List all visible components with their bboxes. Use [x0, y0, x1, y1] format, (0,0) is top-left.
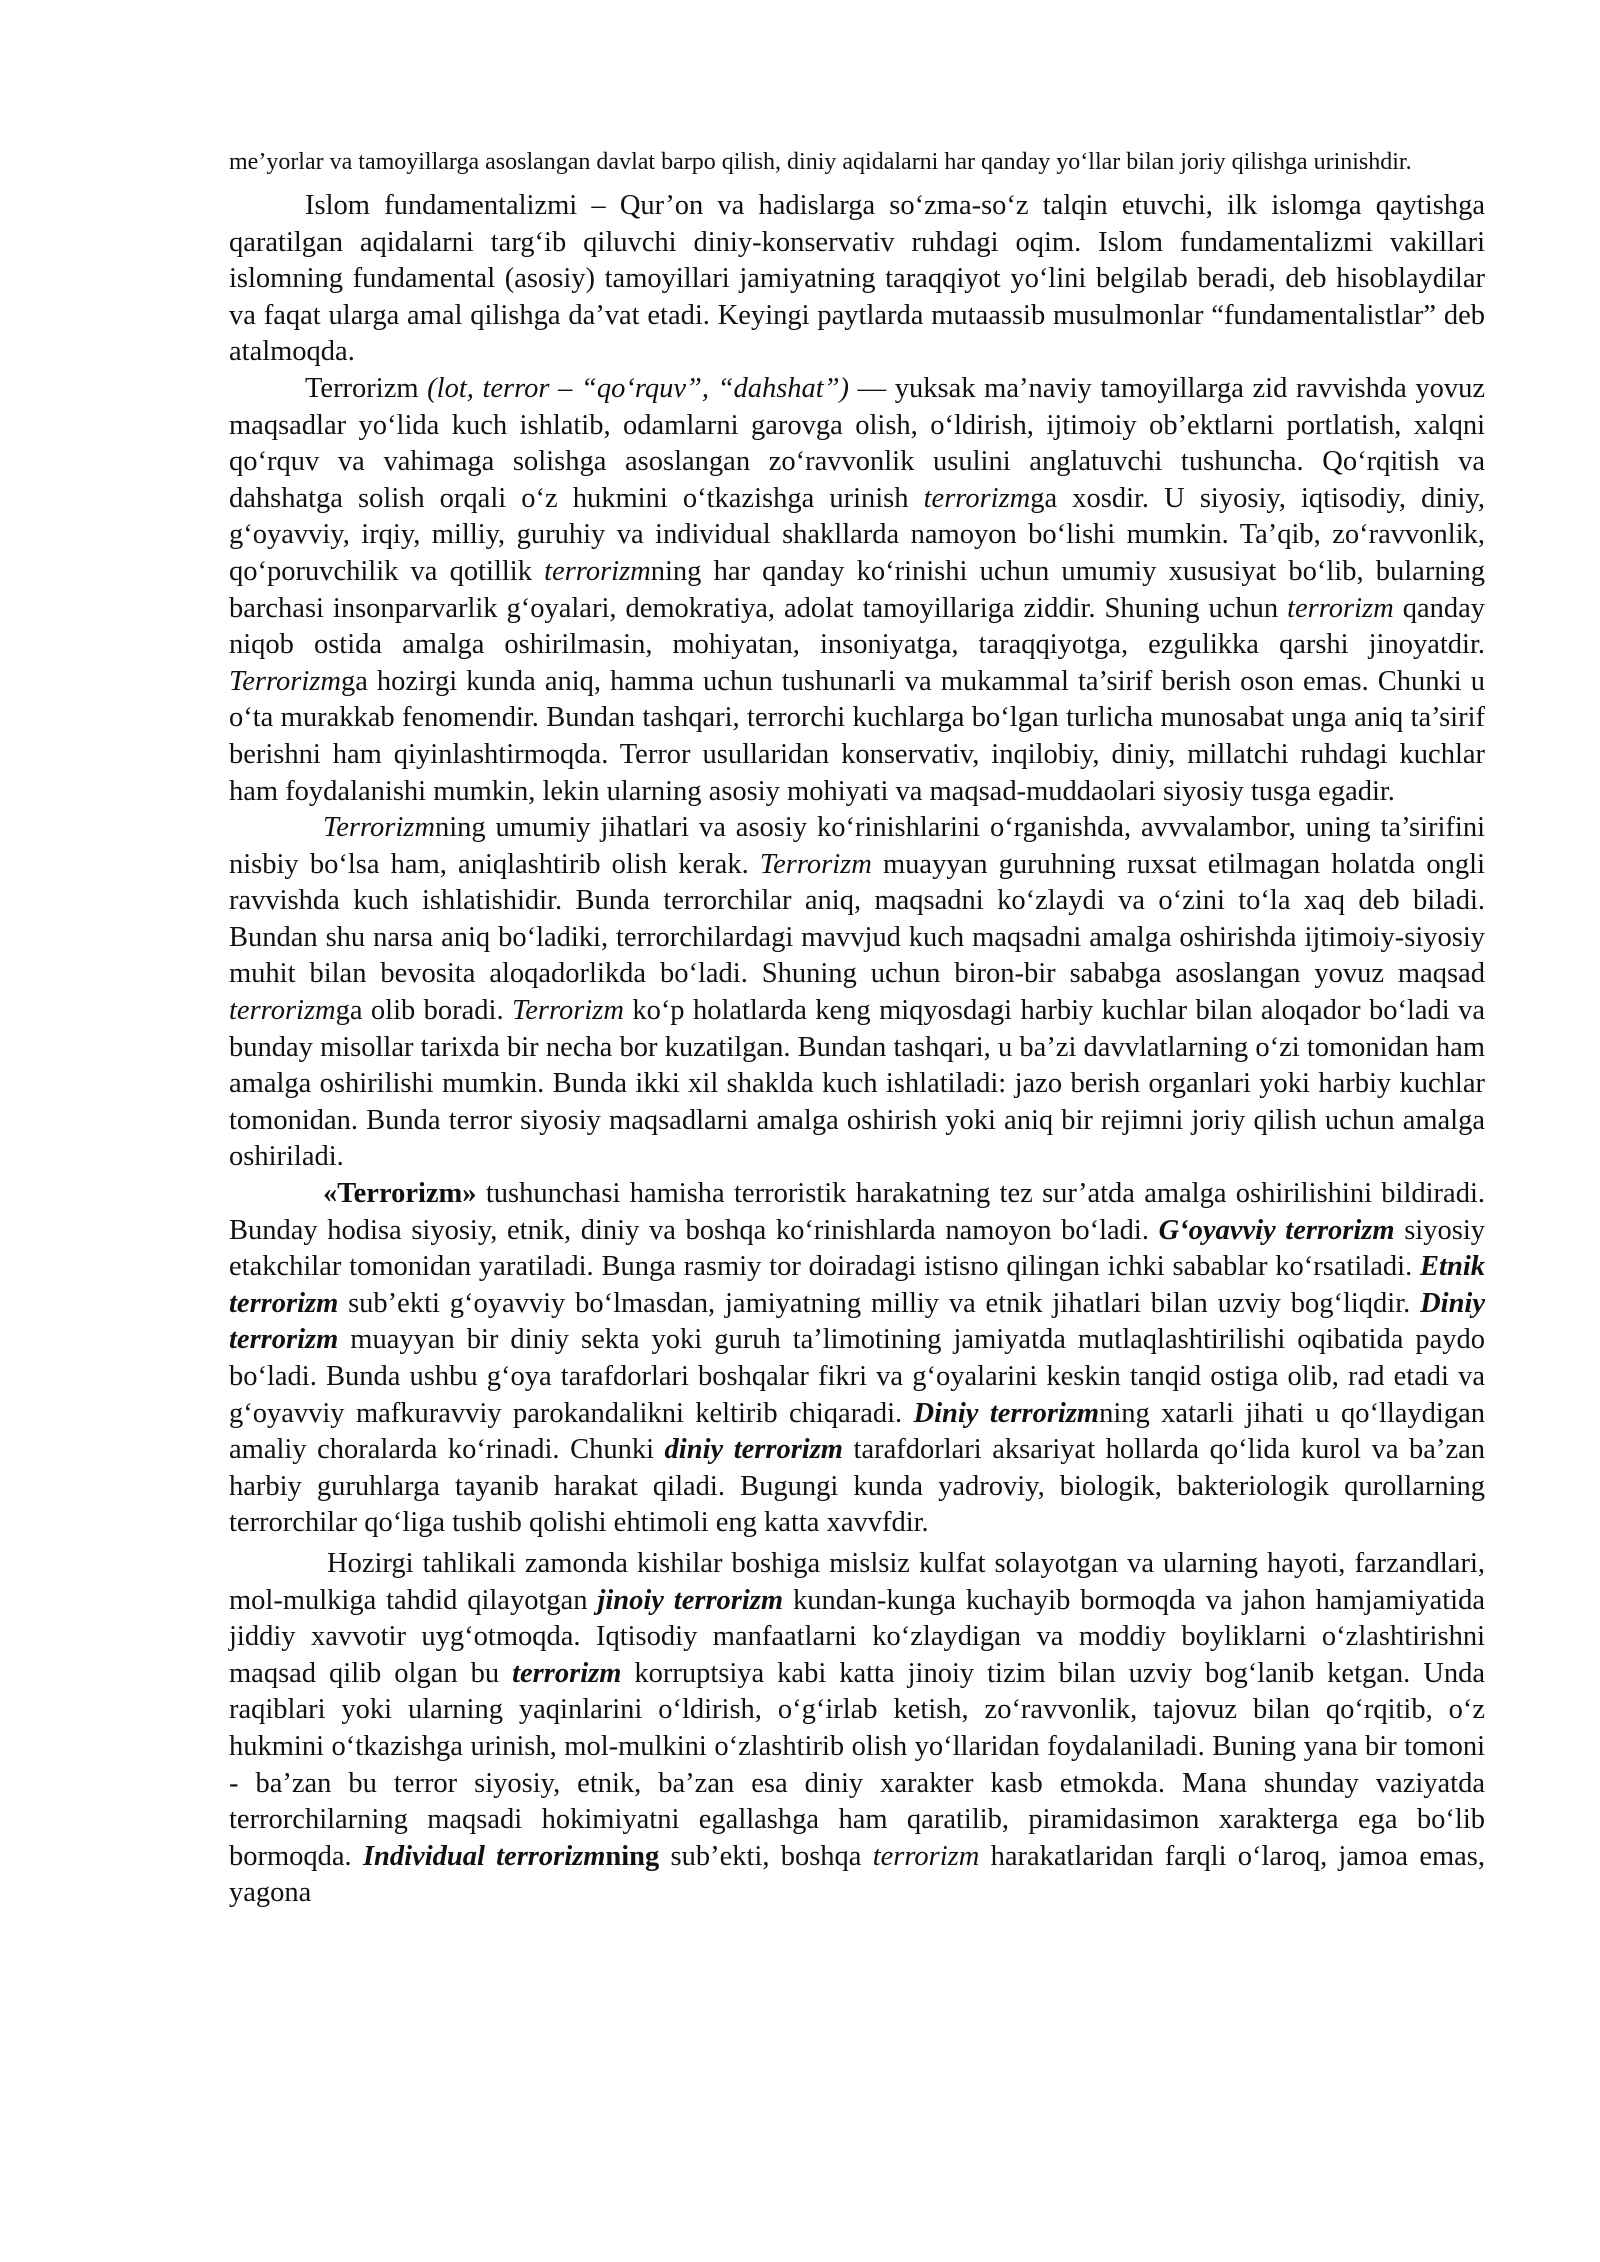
term-italic: Terrorizm [229, 665, 341, 697]
term-bold: «Terrorizm» [323, 1178, 477, 1210]
text-segment: kundan-kunga kuchayib bormoqda va jahon hamjamiyatida jiddiy xavvotir uyg‘otmoqda. Iqtisodiy manfaatlarni ko‘zlaydigan va moddiy boyliklarni o‘zlashtirishni maqsad qilib olgan bu [229, 1584, 1485, 1689]
etymology-italic: (lot, terror – “qo‘rquv”, “dahshat”) [427, 372, 850, 404]
text-segment: sub’ekti g‘oyavviy bo‘lmasdan, jamiyatning milliy va etnik jihatlari bilan uzviy bog‘liqdir. [338, 1287, 1421, 1319]
text-segment: ga xosdir. U siyosiy, iqtisodiy, diniy, g‘oyavviy, irqiy, milliy, guruhiy va individual shakllarda namoyon bo‘lishi mumkin. Ta’qib, zo‘ravvonlik, qo‘poruvchilik va qotillik [229, 482, 1485, 587]
paragraph-islom-fundamentalizmi: Islom fundamentalizmi – Qur’on va hadislarga so‘zma-so‘z talqin etuvchi, ilk islomga qaytishga qaratilgan aqidalarni targ‘ib qiluvchi diniy-konservativ ruhdagi oqim. Islom fundamentalizmi vakillari islomning fundamental (asosiy) tamoyillari jamiyatning taraqqiyot yo‘lini belgilab beradi, deb hisoblaydilar va faqat ularga amal qilishga da’vat etadi. Keyingi paytlarda mutaassib musulmonlar “fundamentalistlar” deb atalmoqda. [229, 190, 1485, 368]
text-segment: korruptsiya kabi katta jinoiy tizim bilan uzviy bog‘lanib ketgan. Unda raqiblari yoki ularning yaqinlarini o‘ldirish, o‘g‘irlab ketish, zo‘ravvonlik, tajovuz bilan qo‘rqitib, o‘z hukmini o‘tkazishga urinish, mol-mulkini o‘zlashtirib olish yo‘llaridan foydalaniladi. Buning yana bir tomoni - ba’zan bu terror siyosiy, etnik, ba’zan esa diniy xarakter kasb etmokda. Mana shunday vaziyatda terrorchilarning maqsadi hokimiyatni egallashga ham qaratilib, piramidasimon xarakterga ega bo‘lib bormoqda. [229, 1657, 1485, 1872]
text-segment: muayyan bir diniy sekta yoki guruh ta’limotining jamiyatda mutlaqlashtirilishi oqibatida paydo bo‘ladi. Bunda ushbu g‘oya tarafdorlari boshqalar fikri va g‘oyalarini keskin tanqid ostiga olib, rad etadi va g‘oyavviy mafkuravviy parokandalikni keltirib chiqaradi. [229, 1324, 1485, 1429]
term-bold-italic: Individual terrorizm [362, 1840, 606, 1872]
paragraph-jinoiy-terrorizm [229, 1546, 1485, 1912]
text-segment: tarafdorlari aksariyat hollarda qo‘lida kurol va ba’zan harbiy guruhlarga tayanib harakat qiladi. Bugungi kunda yadroviy, biologik, bakteriologik qurollarning terrorchilar qo‘liga tushib qolishi ehtimoli eng katta xavvfdir. [229, 1434, 1485, 1539]
term-italic: Terrorizm [323, 812, 435, 844]
term-bold-italic: terrorizm [512, 1657, 622, 1689]
term-bold-italic: diniy terrorizm [664, 1434, 843, 1466]
text-segment: Hozirgi tahlikali zamonda kishilar boshiga mislsiz kulfat solayotgan va ularning hayoti, farzandlari, mol-mulkiga tahdid qilayotgan [229, 1547, 1485, 1616]
text-segment: — yuksak ma’naviy tamoyillarga zid ravvishda yovuz maqsadlar yo‘lida kuch ishlatib, odamlarni garovga olish, o‘ldirish, ijtimoiy ob’ektlarni portlatish, xalqni qo‘rquv va vahimaga solishga asoslangan zo‘ravvonlik usulini anglatuvchi tushuncha. Qo‘rqitish va dahshatga solish orqali o‘z hukmini o‘tkazishga urinish [229, 372, 1486, 514]
text-segment: ning har qanday ko‘rinishi uchun umumiy xususiyat bo‘lib, bularning barchasi insonparvarlik g‘oyalari, demokratiya, adolat tamoyillariga ziddir. Shuning uchun [229, 555, 1485, 624]
text-segment: siyosiy etakchilar tomonidan yaratiladi. Bunga rasmiy tor doiradagi istisno qilingan ichki sabablar ko‘rsatiladi. [229, 1214, 1485, 1283]
text-segment: Terrorizm [305, 372, 428, 404]
term-bold-italic: Diniy terrorizm [913, 1397, 1100, 1429]
text-segment: muayyan guruhning ruxsat etilmagan holatda ongli ravvishda kuch ishlatishidir. Bunda terrorchilar aniq, maqsadni ko‘zlaydi va o‘zini to‘la xaq deb biladi. Bundan shu narsa aniq bo‘ladiki, terrorchilardagi mavvjud kuch maqsadni amalga oshirishda ijtimoiy-siyosiy muhit bilan bevosita aloqadorlikda bo‘ladi. Shuning uchun biron-bir sababga asoslangan yovuz maqsad [229, 848, 1485, 990]
text-segment: harakatlaridan farqli o‘laroq, jamoa emas, yagona [229, 1840, 1486, 1909]
term-bold-italic: jinoiy terrorizm [597, 1584, 784, 1616]
term-italic: terrorizm [1287, 592, 1394, 624]
text-segment: ga hozirgi kunda aniq, hamma uchun tushunarli va mukammal ta’sirif berish oson emas. Chunki u o‘ta murakkab fenomendir. Bundan tashqari, terrorchi kuchlarga bo‘lgan turlicha munosabat unga aniq ta’sirif berishni ham qiyinlashtirmoqda. Terror usullaridan konservativ, inqilobiy, diniy, millatchi ruhdagi kuchlar ham foydalanishi mumkin, lekin ularning asosiy mohiyati va maqsad-muddaolari siyosiy tusga egadir. [229, 665, 1485, 807]
text-segment: qanday niqob ostida amalga oshirilmasin, mohiyatan, insoniyatga, taraqqiyotga, ezgulikka qarshi jinoyatdir. [229, 592, 1485, 661]
term-italic: Terrorizm [511, 995, 624, 1027]
term-italic: terrorizm [923, 482, 1031, 514]
term-bold-italic: G‘oyavviy terrorizm [1158, 1214, 1395, 1246]
term-italic: Terrorizm [759, 848, 872, 880]
document-page [229, 146, 1485, 1912]
term-bold-italic: Diniy terrorizm [229, 1287, 1485, 1356]
term-italic: terrorizm [544, 555, 651, 587]
paragraph-intro: me’yorlar va tamoyillarga asoslangan davlat barpo qilish, diniy aqidalarni har qanday yo‘llar bilan joriy qilishga urinishdir. [229, 149, 1412, 175]
text-segment: sub’ekti, boshqa [659, 1840, 873, 1872]
text-segment: ga olib boradi. [335, 995, 512, 1027]
term-italic: terrorizm [872, 1840, 980, 1872]
text-segment: tushunchasi hamisha terroristik harakatning tez sur’atda amalga oshirilishini bildiradi. Bunday hodisa siyosiy, etnik, diniy va boshqa ko‘rinishlarda namoyon bo‘ladi. [229, 1178, 1485, 1246]
term-bold: ning [605, 1840, 660, 1872]
term-bold-italic: Etnik terrorizm [229, 1251, 1485, 1319]
paragraph-terrorizm-definition [229, 371, 1485, 810]
text-segment: ning xatarli jihati u qo‘llaydigan amaliy choralarda ko‘rinadi. Chunki [229, 1397, 1485, 1466]
paragraph-terrorizm-aspects [229, 810, 1485, 1176]
term-italic: terrorizm [229, 995, 336, 1027]
text-segment: ning umumiy jihatlari va asosiy ko‘rinishlarini o‘rganishda, avvvalambor, uning ta’sirifini nisbiy bo‘lsa ham, aniqlashtirib olish kerak. [229, 812, 1485, 880]
text-segment: ko‘p holatlarda keng miqyosdagi harbiy kuchlar bilan aloqador bo‘ladi va bunday misollar tarixda bir necha bor kuzatilgan. Bundan tashqari, u ba’zi davvlatlarning o‘zi tomonidan ham amalga oshirilishi mumkin. Bunda ikki xil shaklda kuch ishlatiladi: jazo berish organlari yoki harbiy kuchlar tomonidan. Bunda terror siyosiy maqsadlarni amalga oshirish yoki aniq bir rejimni joriy qilish uchun amalga oshiriladi. [229, 995, 1485, 1173]
paragraph-terrorizm-types [229, 1176, 1485, 1542]
